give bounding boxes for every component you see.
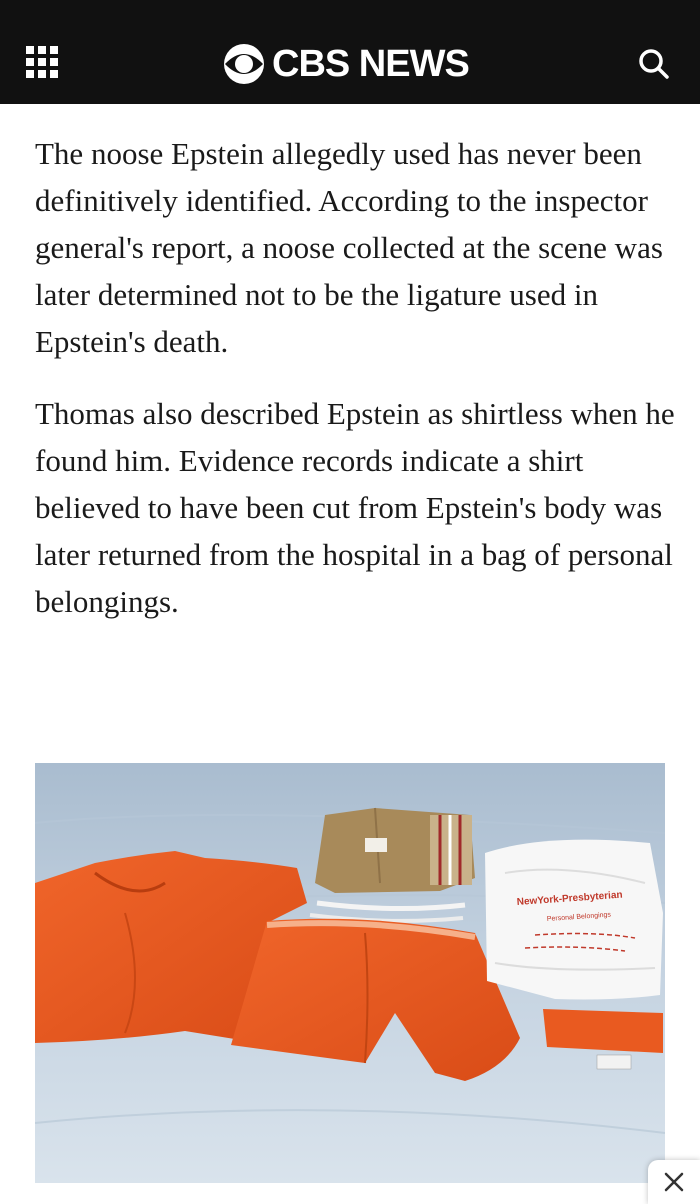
evidence-photo: [35, 763, 665, 1183]
search-icon[interactable]: [636, 46, 672, 82]
close-icon[interactable]: [648, 1160, 700, 1204]
article-paragraph: Thomas also described Epstein as shirtless when he found him. Evidence records indicate a shirt believed to have been cut from Epstein's body was later returned from the hospital in a bag of personal belongings.: [35, 396, 675, 619]
brand-name: CBS NEWS: [272, 43, 469, 85]
cbs-news-logo[interactable]: [222, 42, 469, 86]
orange-cloth-piece: [543, 1009, 663, 1053]
article-body: [35, 130, 675, 625]
bag-label: NewYork-Presbyterian: [516, 889, 623, 908]
cbs-eye-icon: [222, 42, 266, 86]
site-header: [0, 0, 700, 104]
bag-sublabel: Personal Belongings: [546, 911, 612, 923]
evidence-tag: [597, 1055, 631, 1069]
grid-menu-icon[interactable]: [26, 46, 58, 78]
article-paragraph: The noose Epstein allegedly used has never been definitively identified. According to the inspector general's report, a noose collected at the scene was later determined not to be the ligature used in Epstein's death.: [35, 136, 663, 359]
